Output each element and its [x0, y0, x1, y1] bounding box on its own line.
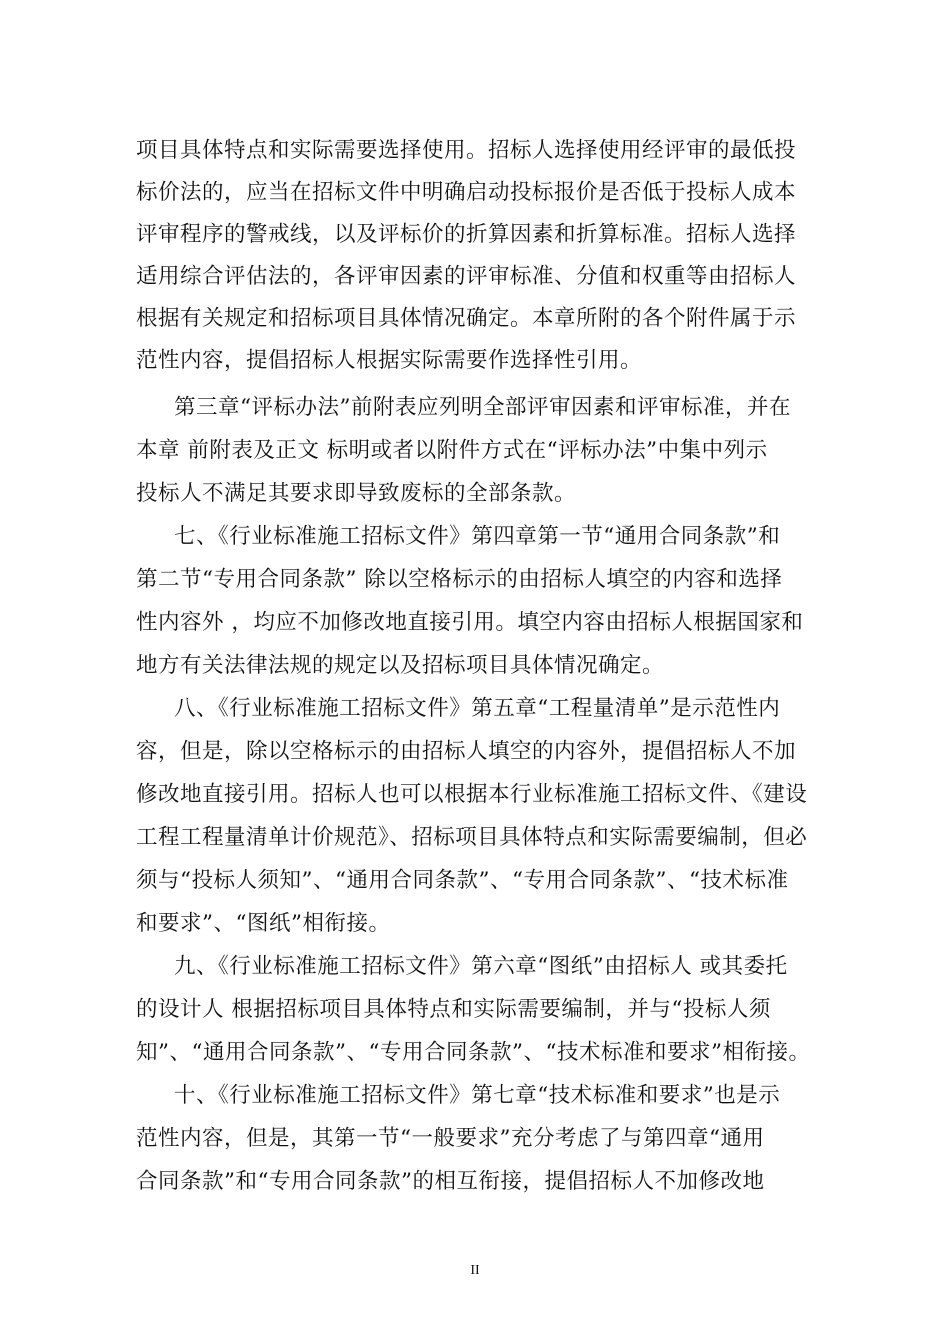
paragraph-start-line: 八、《行业标准施工招标文件》第五章“工程量清单”是示范性内: [174, 696, 781, 721]
paragraph-start-line: 第三章“评标办法”前附表应列明全部评审因素和评审标准，并在: [174, 395, 791, 420]
text-line: 合同条款”和“专用合同条款”的相互衔接，提倡招标人不加修改地: [136, 1169, 765, 1194]
page-number: II: [470, 1263, 480, 1278]
text-line: 范性内容，但是，其第一节“一般要求”充分考虑了与第四章“通用: [136, 1126, 765, 1151]
text-line: 根据有关规定和招标项目具体情况确定。本章所附的各个附件属于示: [136, 306, 797, 331]
text-line: 评审程序的警戒线，以及评标价的折算因素和折算标准。招标人选择: [136, 222, 797, 247]
text-line: 的设计人 根据招标项目具体特点和实际需要编制，并与“投标人须: [136, 997, 771, 1022]
text-line: 知”、“通用合同条款”、“专用合同条款”、“技术标准和要求”相衔接。: [136, 1040, 811, 1065]
text-line: 工程工程量清单计价规范》、招标项目具体特点和实际需要编制，但必: [136, 825, 808, 850]
text-line: 标价法的，应当在招标文件中明确启动投标报价是否低于投标人成本: [136, 180, 797, 205]
text-line: 本章 前附表及正文 标明或者以附件方式在“评标办法”中集中列示: [136, 438, 768, 463]
text-line: 地方有关法律法规的规定以及招标项目具体情况确定。: [136, 653, 665, 678]
text-line: 须与“投标人须知”、“通用合同条款”、“专用合同条款”、“技术标准: [136, 868, 789, 893]
paragraph-start-line: 九、《行业标准施工招标文件》第六章“图纸”由招标人 或其委托: [174, 954, 788, 979]
paragraph-start-line: 七、《行业标准施工招标文件》第四章第一节“通用合同条款”和: [174, 524, 781, 549]
text-line: 修改地直接引用。招标人也可以根据本行业标准施工招标文件、《建设: [136, 782, 808, 807]
text-line: 范性内容，提倡招标人根据实际需要作选择性引用。: [136, 348, 643, 373]
text-line: 容，但是，除以空格标示的由招标人填空的内容外，提倡招标人不加: [136, 739, 797, 764]
text-line: 投标人不满足其要求即导致废标的全部条款。: [136, 481, 577, 506]
paragraph-start-line: 十、《行业标准施工招标文件》第七章“技术标准和要求”也是示: [174, 1083, 781, 1108]
text-line: 第二节“专用合同条款” 除以空格标示的由招标人填空的内容和选择: [136, 567, 783, 592]
text-line: 适用综合评估法的，各评审因素的评审标准、分值和权重等由招标人: [136, 264, 797, 289]
text-line: 项目具体特点和实际需要选择使用。招标人选择使用经评审的最低投: [136, 138, 797, 163]
text-line: 和要求”、“图纸”相衔接。: [136, 911, 391, 936]
text-line: 性内容外 ，均应不加修改地直接引用。填空内容由招标人根据国家和: [136, 610, 804, 635]
